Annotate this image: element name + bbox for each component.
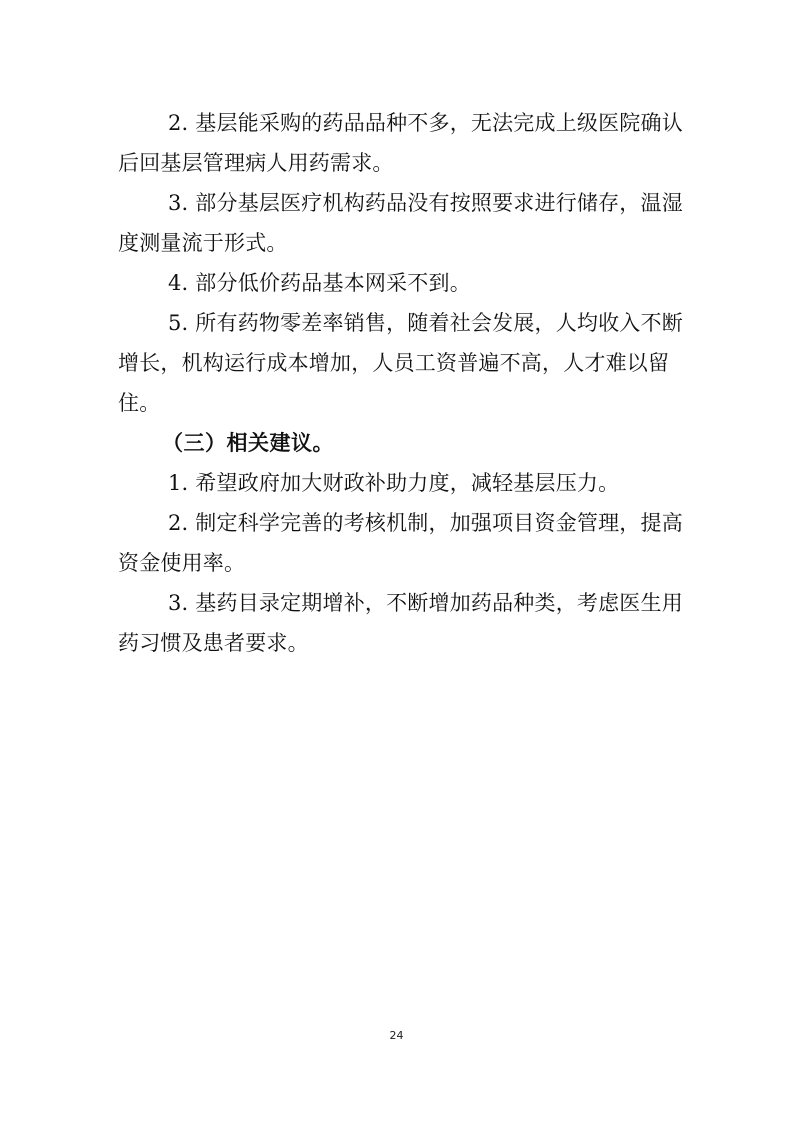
suggestion-line: 2. 制定科学完善的考核机制，加强项目资金管理，提高 bbox=[168, 511, 683, 535]
suggestion-line: 3. 基药目录定期增补，不断增加药品种类，考虑医生用 bbox=[168, 591, 683, 615]
suggestion-item-2 bbox=[118, 503, 683, 583]
paragraph-line: 住。 bbox=[118, 391, 161, 415]
suggestion-item-3 bbox=[118, 583, 683, 663]
suggestion-item-1 bbox=[118, 463, 678, 503]
paragraph-line: 后回基层管理病人用药需求。 bbox=[118, 151, 394, 175]
paragraph-line: 度测量流于形式。 bbox=[118, 231, 288, 255]
suggestion-line: 药习惯及患者要求。 bbox=[118, 631, 309, 655]
suggestion-line: 1. 希望政府加大财政补助力度，减轻基层压力。 bbox=[168, 471, 620, 495]
section-heading: （三）相关建议。 bbox=[162, 431, 334, 455]
paragraph-item-5 bbox=[118, 303, 683, 423]
paragraph-line: 4. 部分低价药品基本网采不到。 bbox=[168, 271, 471, 295]
paragraph-item-2 bbox=[118, 103, 683, 183]
paragraph-line: 增长，机构运行成本增加，人员工资普遍不高，人才难以留 bbox=[118, 351, 670, 375]
suggestion-line: 资金使用率。 bbox=[118, 551, 246, 575]
paragraph-item-4 bbox=[118, 263, 678, 303]
paragraph-line: 2. 基层能采购的药品品种不多，无法完成上级医院确认 bbox=[168, 111, 683, 135]
page-number: 24 bbox=[389, 1029, 404, 1042]
page-content bbox=[118, 103, 683, 663]
paragraph-item-3 bbox=[118, 183, 683, 263]
paragraph-line: 5. 所有药物零差率销售，随着社会发展，人均收入不断 bbox=[168, 311, 683, 335]
paragraph-line: 3. 部分基层医疗机构药品没有按照要求进行储存，温湿 bbox=[168, 191, 683, 215]
